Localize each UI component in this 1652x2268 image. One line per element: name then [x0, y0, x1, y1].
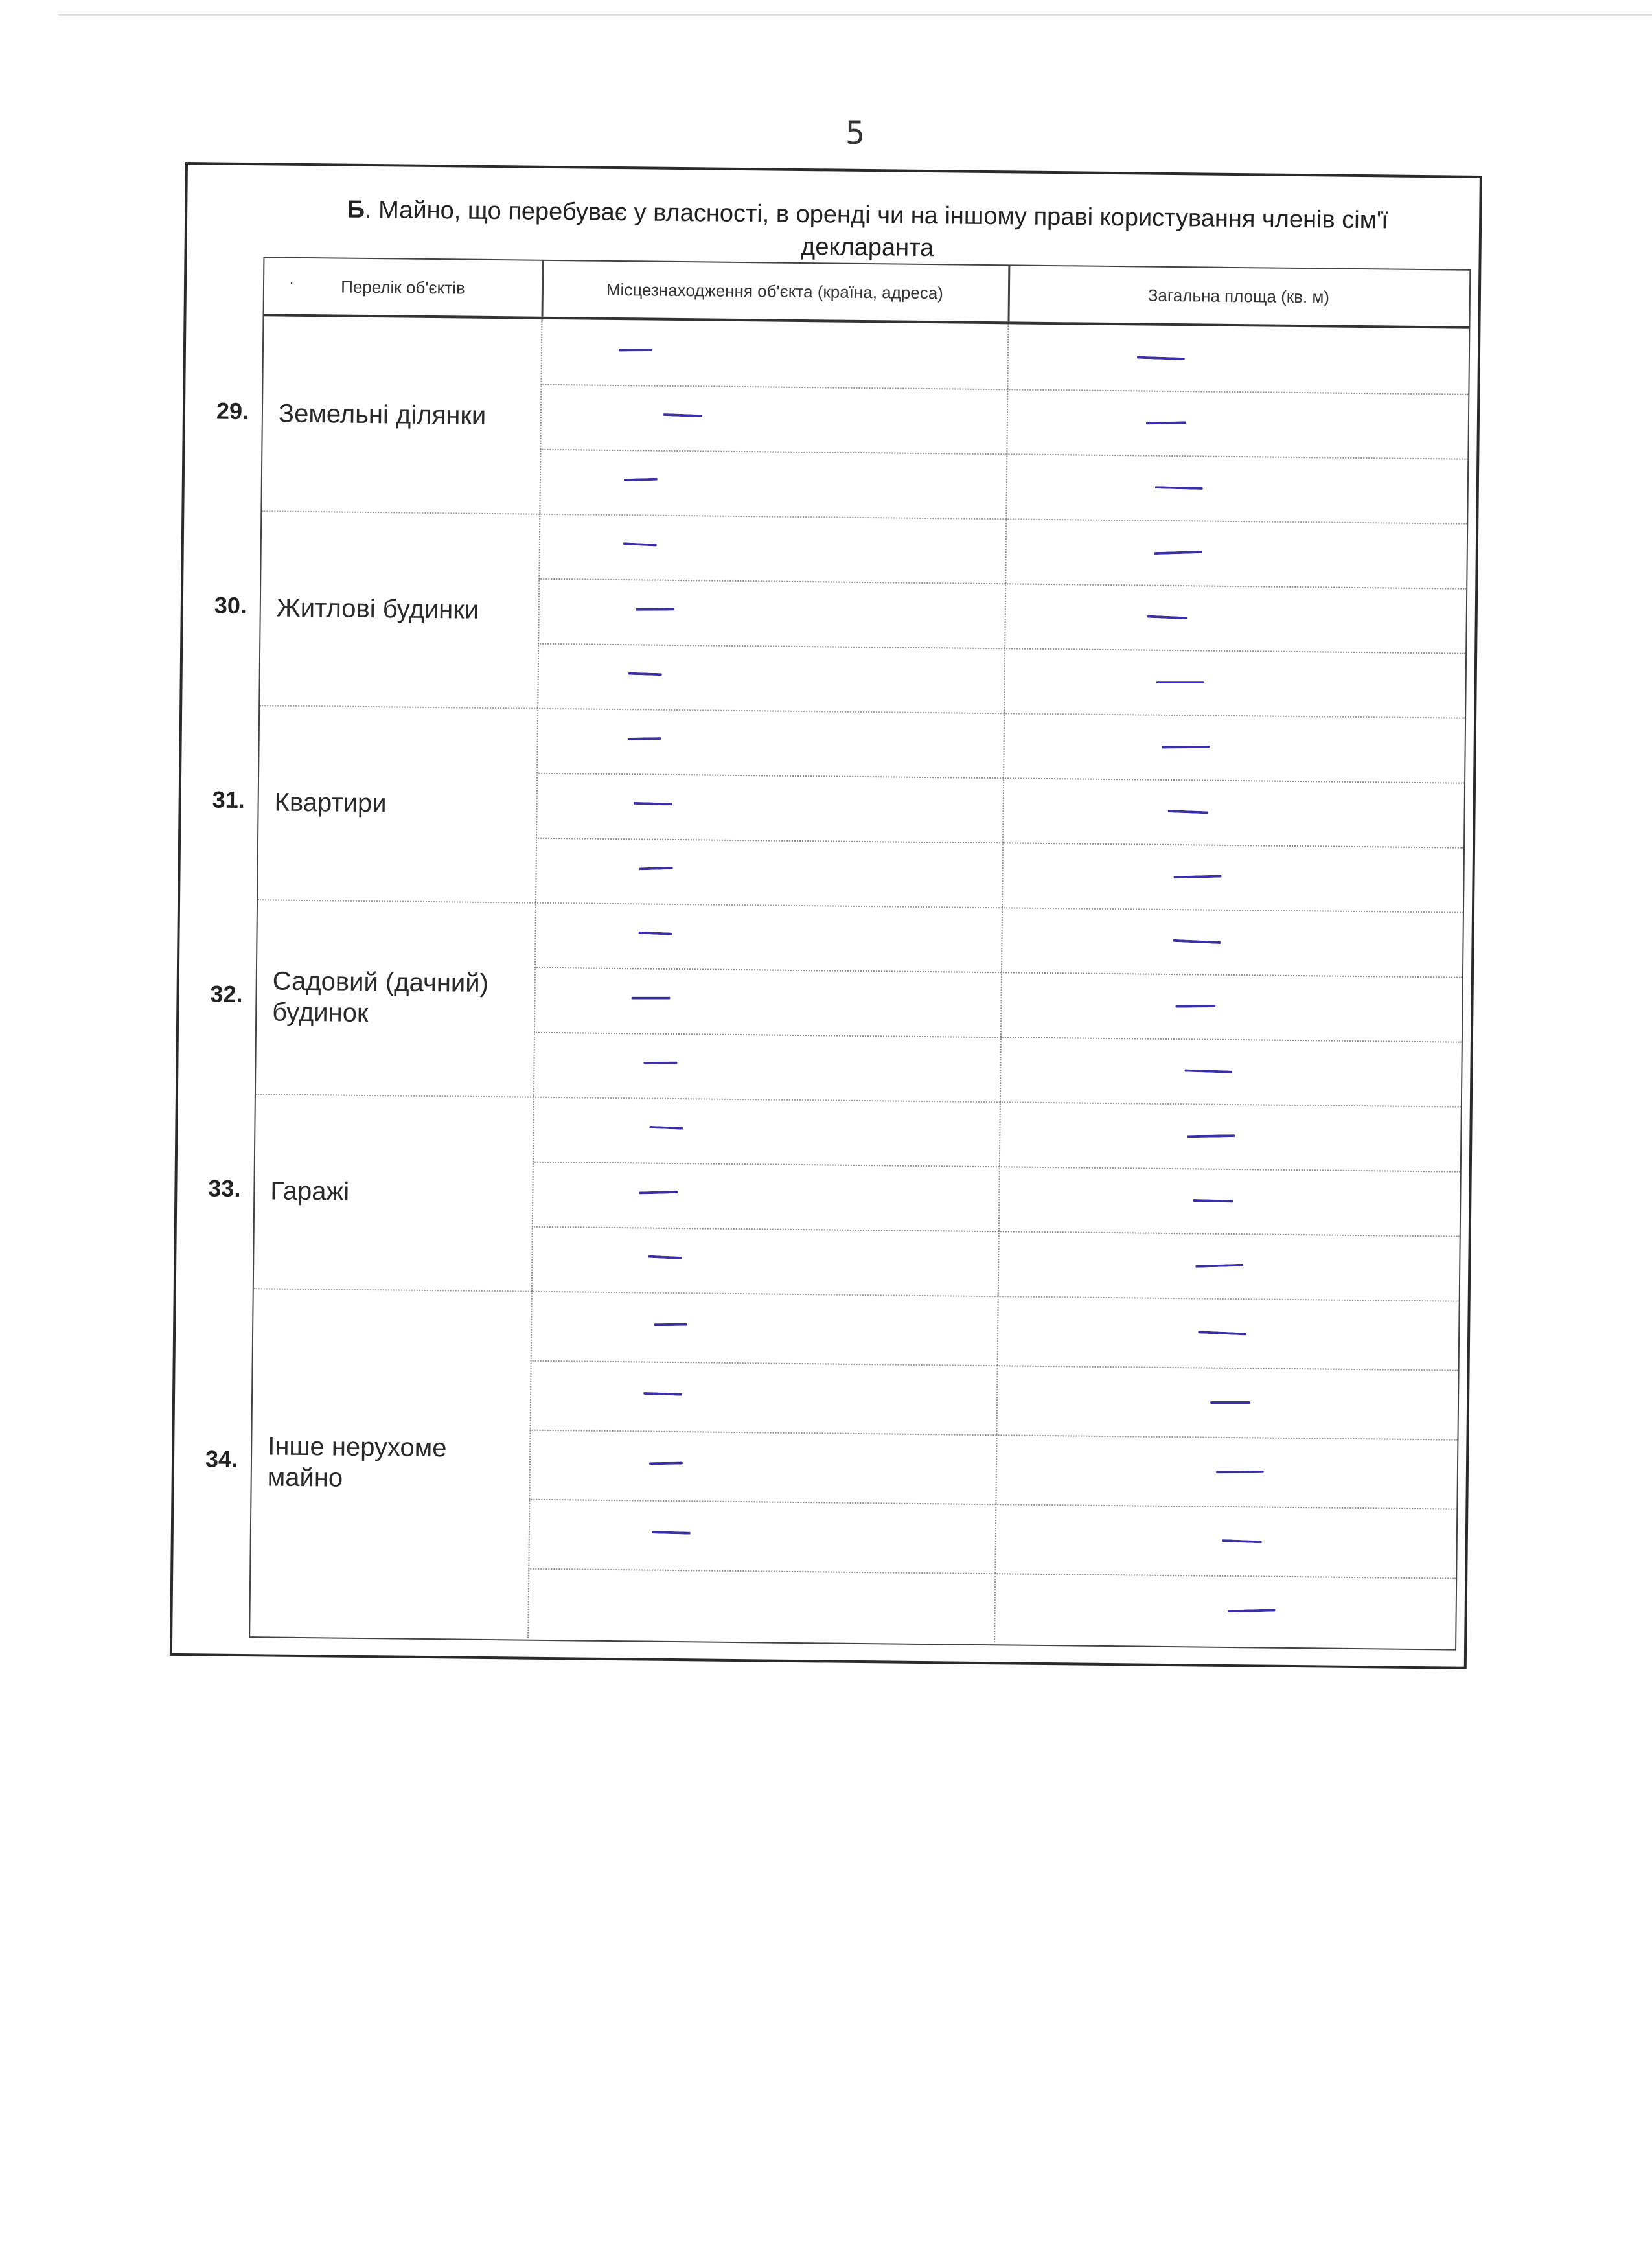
- area-cell[interactable]: [1003, 713, 1465, 782]
- property-type-cell: [208, 1094, 534, 1290]
- area-empty-mark: [1162, 746, 1210, 749]
- table-row: [534, 967, 1462, 1043]
- area-empty-mark: [1193, 1199, 1233, 1203]
- area-cell[interactable]: [998, 1231, 1460, 1300]
- location-empty-mark: [619, 349, 652, 351]
- header-area-label: Загальна площа (кв. м): [1147, 285, 1330, 307]
- table-row: [540, 319, 1469, 395]
- header-area: [1007, 266, 1469, 326]
- area-empty-mark: [1210, 1401, 1250, 1403]
- area-empty-mark: [1168, 810, 1208, 814]
- area-empty-mark: [1187, 1134, 1235, 1138]
- area-empty-mark: [1137, 356, 1185, 360]
- area-empty-mark: [1154, 551, 1202, 555]
- area-cell[interactable]: [997, 1296, 1459, 1369]
- location-empty-mark: [628, 737, 661, 740]
- property-type-name: Житлові будинки: [276, 593, 479, 624]
- location-cell[interactable]: [533, 1097, 1001, 1167]
- location-cell[interactable]: [531, 1226, 1000, 1296]
- location-empty-mark: [624, 478, 658, 481]
- location-cell[interactable]: [529, 1430, 997, 1504]
- area-cell[interactable]: [1004, 583, 1466, 652]
- location-empty-mark: [628, 672, 662, 676]
- location-cell[interactable]: [540, 384, 1008, 454]
- table-row: [528, 1499, 1456, 1579]
- header-location-label: Місцезнаходження об'єкта (країна, адреса): [606, 279, 944, 303]
- row-number: 30.: [214, 591, 247, 619]
- location-empty-mark: [634, 802, 672, 805]
- table-row: [529, 1430, 1457, 1510]
- area-empty-mark: [1173, 875, 1221, 879]
- property-group: [205, 1288, 1459, 1647]
- property-group: [212, 705, 1465, 913]
- location-empty-mark: [643, 1062, 677, 1064]
- location-empty-mark: [654, 1323, 687, 1325]
- property-type-cell: [210, 899, 536, 1096]
- header-objects-label: Перелік об'єктів: [341, 277, 465, 298]
- location-empty-mark: [632, 997, 671, 1000]
- area-empty-mark: [1156, 681, 1204, 683]
- property-type-cell: [205, 1288, 533, 1638]
- location-cell[interactable]: [533, 1032, 1002, 1102]
- location-empty-mark: [643, 1392, 682, 1395]
- property-type-name: Земельні ділянки: [278, 399, 487, 430]
- table-row: [538, 578, 1466, 654]
- location-empty-mark: [639, 1191, 678, 1194]
- area-empty-mark: [1228, 1609, 1276, 1612]
- property-type-name: Садовий (дачний) будинок: [272, 967, 489, 1028]
- location-cell[interactable]: [539, 449, 1007, 519]
- area-empty-mark: [1146, 421, 1186, 424]
- declaration-section-frame: [170, 162, 1482, 1669]
- location-empty-mark: [652, 1531, 691, 1534]
- row-number: 32.: [210, 980, 243, 1007]
- area-empty-mark: [1222, 1539, 1262, 1543]
- area-empty-mark: [1175, 1005, 1215, 1007]
- area-cell[interactable]: [1001, 907, 1463, 976]
- section-title-text: . Майно, що перебуває у власності, в оренді чи на іншому праві користування членів сім'ї декларанта: [364, 196, 1388, 262]
- area-cell[interactable]: [1004, 648, 1465, 717]
- location-cell[interactable]: [535, 838, 1004, 908]
- table-row: [536, 708, 1465, 784]
- property-type-cell: [212, 705, 538, 902]
- table-row: [533, 1032, 1462, 1106]
- table-row: [539, 449, 1467, 523]
- property-table: [205, 257, 1471, 1650]
- location-cell[interactable]: [540, 319, 1009, 389]
- location-cell[interactable]: [534, 902, 1003, 972]
- property-type-name: Гаражі: [270, 1176, 350, 1206]
- location-empty-mark: [648, 1255, 682, 1259]
- property-group: [210, 899, 1463, 1107]
- area-cell[interactable]: [1000, 1037, 1462, 1106]
- property-group: [216, 316, 1469, 524]
- row-number: 34.: [205, 1445, 238, 1472]
- area-cell[interactable]: [1007, 324, 1469, 393]
- property-group: [208, 1094, 1461, 1301]
- area-cell[interactable]: [1005, 518, 1467, 588]
- location-cell[interactable]: [527, 1568, 996, 1643]
- property-type-cell: [216, 316, 542, 513]
- location-cell[interactable]: [528, 1499, 996, 1574]
- area-cell[interactable]: [1005, 453, 1467, 523]
- area-empty-mark: [1198, 1331, 1246, 1335]
- row-number: 33.: [208, 1174, 241, 1202]
- area-cell[interactable]: [999, 1101, 1461, 1171]
- location-empty-mark: [639, 932, 672, 935]
- table-row: [538, 514, 1467, 590]
- table-row: [531, 1226, 1460, 1301]
- area-cell[interactable]: [995, 1434, 1457, 1508]
- area-cell[interactable]: [1006, 389, 1468, 458]
- area-cell[interactable]: [996, 1365, 1458, 1439]
- area-empty-mark: [1195, 1264, 1243, 1268]
- table-row: [537, 643, 1465, 718]
- location-cell[interactable]: [538, 514, 1007, 584]
- row-number: 31.: [212, 786, 245, 814]
- table-row: [540, 384, 1468, 460]
- location-empty-mark: [649, 1461, 683, 1465]
- table-row: [534, 902, 1463, 978]
- table-row: [532, 1162, 1460, 1237]
- area-cell[interactable]: [998, 1166, 1460, 1235]
- location-cell[interactable]: [534, 967, 1002, 1037]
- area-cell[interactable]: [1002, 777, 1464, 847]
- area-empty-mark: [1147, 615, 1187, 620]
- area-empty-mark: [1184, 1069, 1232, 1073]
- area-empty-mark: [1173, 939, 1221, 944]
- location-empty-mark: [649, 1126, 683, 1130]
- header-objects: [264, 258, 544, 317]
- row-number: 29.: [216, 397, 249, 425]
- header-marker: ·: [288, 273, 295, 292]
- location-cell[interactable]: [532, 1162, 1000, 1231]
- location-empty-mark: [639, 867, 673, 870]
- area-cell[interactable]: [994, 1504, 1456, 1577]
- section-letter: Б: [347, 196, 365, 223]
- table-row: [527, 1568, 1456, 1647]
- location-cell[interactable]: [538, 578, 1006, 648]
- section-title: [316, 193, 1418, 269]
- table-row: [535, 838, 1463, 912]
- property-group: [214, 510, 1467, 718]
- area-empty-mark: [1216, 1470, 1264, 1473]
- table-row: [531, 1291, 1459, 1371]
- table-row: [530, 1360, 1458, 1441]
- area-cell[interactable]: [1002, 842, 1463, 911]
- header-location: [542, 261, 1011, 322]
- table-row: [533, 1097, 1461, 1173]
- scan-edge: [58, 14, 1652, 16]
- table-row: [536, 773, 1464, 849]
- property-type-name: Квартири: [274, 788, 387, 818]
- location-cell[interactable]: [536, 773, 1004, 843]
- area-cell[interactable]: [1000, 972, 1462, 1041]
- location-empty-mark: [636, 608, 674, 610]
- location-empty-mark: [623, 542, 657, 546]
- page-number: 5: [845, 115, 866, 152]
- location-cell[interactable]: [536, 708, 1005, 778]
- location-cell[interactable]: [531, 1291, 999, 1366]
- area-empty-mark: [1155, 486, 1203, 490]
- property-type-name: Інше нерухоме майно: [267, 1432, 447, 1493]
- location-cell[interactable]: [537, 643, 1005, 713]
- location-empty-mark: [663, 413, 702, 417]
- area-cell[interactable]: [994, 1573, 1456, 1647]
- property-type-cell: [214, 510, 540, 707]
- location-cell[interactable]: [530, 1360, 998, 1435]
